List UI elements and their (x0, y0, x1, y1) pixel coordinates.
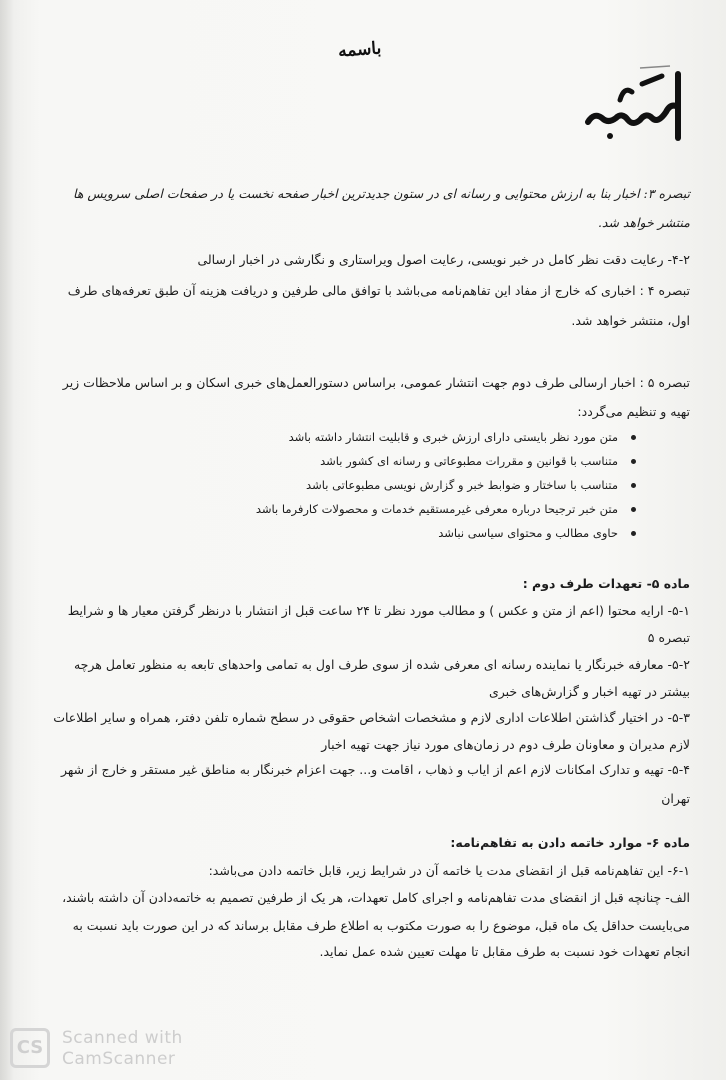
item-5-1-line-2: تبصره ۵ (647, 630, 690, 645)
item-5-3-line-2: لازم مدیران و معاونان طرف دوم در زمان‌های مورد نیاز جهت تهیه اخبار (321, 737, 690, 752)
clause-alef-line-1: الف- چنانچه قبل از انقضای مدت تفاهم‌نامه و اجرای کامل تعهدات، هر یک از طرفین تصمیم به خاتمه‌دادن آن داشته باشند، (62, 890, 690, 905)
list-item-text: متن مورد نظر بایستی دارای ارزش خبری و قابلیت انتشار داشته باشد (288, 430, 618, 444)
article-6-title: ماده ۶- موارد خاتمه دادن به تفاهم‌نامه: (450, 835, 690, 850)
bullet-icon (631, 483, 636, 488)
item-5-3-line-1: ۵-۳- در اختیار گذاشتن اطلاعات اداری لازم و مشخصات اشخاص حقوقی در سطح شماره تلفن دفتر، همراه و سایر اطلاعات (53, 710, 690, 725)
bullet-icon (631, 531, 636, 536)
list-item (76, 521, 636, 545)
watermark-line-1: Scanned with (62, 1028, 183, 1048)
list-item (76, 449, 636, 473)
list-item-text: حاوی مطالب و محتوای سیاسی نباشد (438, 526, 618, 540)
guidelines-list (76, 425, 636, 545)
bullet-icon (631, 507, 636, 512)
note-4-line-2: اول، منتشر خواهد شد. (571, 313, 690, 328)
note-5-line-1: تبصره ۵ : اخبار ارسالی طرف دوم جهت انتشار عمومی، براساس دستورالعمل‌های خبری اسکان و بر اساس ملاحظات زیر (62, 375, 690, 390)
item-6-1: ۶-۱- این تفاهم‌نامه قبل از انقضای مدت یا خاتمه آن در شرایط زیر، قابل خاتمه دادن می‌باشد: (208, 863, 690, 878)
eskan-logo-graphic (580, 60, 690, 152)
eskan-logo (580, 60, 690, 152)
watermark-line-2: CamScanner (62, 1049, 176, 1069)
page-edge-shadow (0, 0, 14, 1080)
item-5-2-line-1: ۵-۲- معارفه خبرنگار یا نماینده رسانه ای معرفی شده از سوی طرف اول به تمامی واحدهای تابعه به منظور تعامل هرچه (73, 657, 690, 672)
item-5-4-line-2: تهران (661, 791, 690, 806)
item-5-2-line-2: بیشتر در تهیه اخبار و گزارش‌های خبری (488, 684, 690, 699)
list-item (76, 497, 636, 521)
camscanner-logo-icon: CS (10, 1028, 50, 1068)
clause-alef-line-3: انجام تعهدات خود نسبت به طرف مقابل تا مهلت تعیین شده عمل نماید. (319, 944, 690, 959)
list-item-text: متناسب با قوانین و مقررات مطبوعاتی و رسانه ای کشور باشد (320, 454, 618, 468)
list-item-text: متن خبر ترجیحا درباره معرفی غیرمستقیم خدمات و محصولات کارفرما باشد (255, 502, 618, 516)
note-3-line-2: منتشر خواهد شد. (597, 215, 690, 230)
item-5-4-line-1: ۵-۴- تهیه و تدارک امکانات لازم اعم از ایاب و ذهاب ، اقامت و... جهت اعزام خبرنگار به مناطق غیر مستقر و خارج از شهر (60, 762, 690, 777)
scanner-watermark (62, 1028, 183, 1070)
item-4-2: ۴-۲- رعایت دقت نظر کامل در خبر نویسی، رعایت اصول ویراستاری و نگارشی در اخبار ارسالی (197, 252, 690, 267)
clause-alef-line-2: می‌بایست حداقل یک ماه قبل، موضوع را به صورت مکتوب به اطلاع طرف مقابل برساند که در این صورت باید نسبت به (72, 918, 690, 933)
bullet-icon (631, 435, 636, 440)
list-item (76, 473, 636, 497)
item-5-1-line-1: ۵-۱- ارایه محتوا (اعم از متن و عکس ) و مطالب مورد نظر تا ۲۴ ساعت قبل از انتشار با درنظر گرفتن معیار ها و شرایط (67, 603, 690, 618)
bullet-icon (631, 459, 636, 464)
note-5-line-2: تهیه و تنظیم می‌گردد: (577, 404, 690, 419)
note-4-line-1: تبصره ۴ : اخباری که خارج از مفاد این تفاهم‌نامه می‌باشد با توافق مالی طرفین و دریافت هزینه آن طبق تعرفه‌های طرف (67, 283, 690, 298)
article-5-title: ماده ۵- تعهدات طرف دوم : (522, 576, 690, 591)
list-item (76, 425, 636, 449)
bismillah-heading: باسمه (337, 38, 382, 62)
list-item-text: متناسب با ساختار و ضوابط خبر و گزارش نویسی مطبوعاتی باشد (306, 478, 618, 492)
note-3-line-1: تبصره ۳: اخبار بنا به ارزش محتوایی و رسانه ای در ستون جدیدترین اخبار صفحه نخست یا در صفحات اصلی سرویس ها (73, 186, 690, 201)
